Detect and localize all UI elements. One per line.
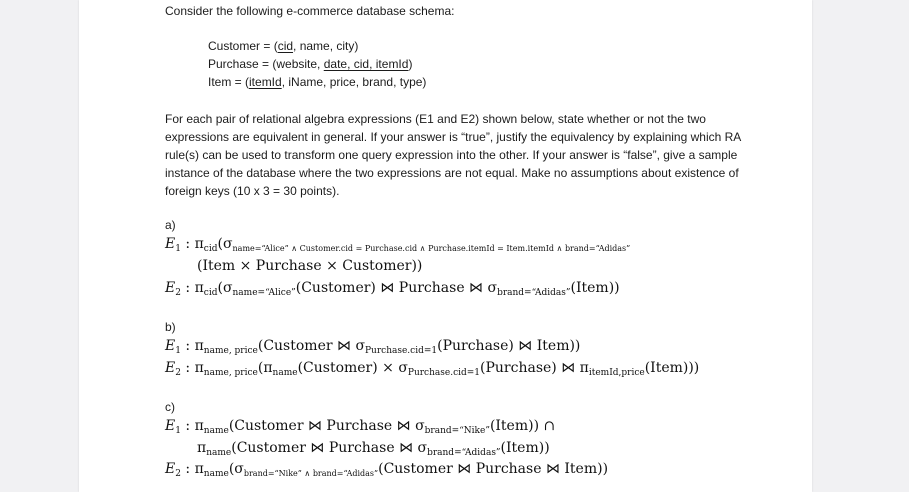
part-a-e2: $E_2$ : $\pi_{cid}(\sigma_{name=“Alice”}(Customer)$ ⋈ Purchase ⋈ $\sigma_{brand=“Adidas”}(Item)$) [165, 280, 620, 298]
part-a-e1-line2: (Item × Purchase × Customer)) [197, 258, 423, 274]
document-page [79, 0, 812, 492]
part-b-e2: $E_2$ : $\pi_{name, price}(\pi_{name}(Customer)$ × $\sigma_{Purchase.cid=1}(Purchase)$ ⋈ $\pi_{itemId,price}(Item)$)) [165, 360, 700, 378]
item-key: itemId [249, 75, 282, 89]
customer-key: cid [277, 39, 294, 53]
purchase-key: date, cid, itemId [323, 57, 409, 71]
part-c-e1-line2: $\pi_{name}(Customer$ ⋈ Purchase ⋈ $\sigma_{brand=“Adidas”}(Item)$) [197, 440, 550, 458]
part-c-label: c) [165, 400, 175, 414]
schema-customer: Customer = (cid, name, city) [208, 39, 359, 53]
part-b-e1: $E_1$ : $\pi_{name, price}(Customer$ ⋈ $\sigma_{Purchase.cid=1}(Purchase)$ ⋈ Item)) [165, 338, 581, 356]
part-c-e1-line1: $E_1$ : $\pi_{name}(Customer$ ⋈ Purchase ⋈ $\sigma_{brand=“Nike”}(Item)$) ∩ [165, 418, 556, 436]
instructions-paragraph: For each pair of relational algebra expressions (E1 and E2) shown below, state whether or not the two expressions are equivalent in general. If your answer is “true”, justify the equivalency by explaining which RA rule(s) can be used to transform one query expression into the other. If your answer is “false”, give a sample instance of the database where the two expressions are not equal. Make no assumptions about existence of foreign keys (10 x 3 = 30 points). [165, 112, 741, 198]
intro-text: Consider the following e-commerce database schema: [165, 4, 455, 18]
part-b-label: b) [165, 320, 176, 334]
part-a-label: a) [165, 218, 176, 232]
schema-item: Item = (itemId, iName, price, brand, type) [208, 75, 427, 89]
part-a-e1-line1: $E_1$ : $\pi_{cid}(\sigma_{name=“Alice” \wedge Customer.cid = Purchase.cid \wedge Purchase.itemId = Item.itemId \wedge brand=“Adidas”}$ [165, 236, 631, 254]
schema-purchase: Purchase = (website, date, cid, itemId) [208, 57, 413, 71]
part-c-e2: $E_2$ : $\pi_{name}(\sigma_{brand=“Nike” \wedge brand=“Adidas”}(Customer$ ⋈ Purchase ⋈ Item)) [165, 461, 609, 479]
